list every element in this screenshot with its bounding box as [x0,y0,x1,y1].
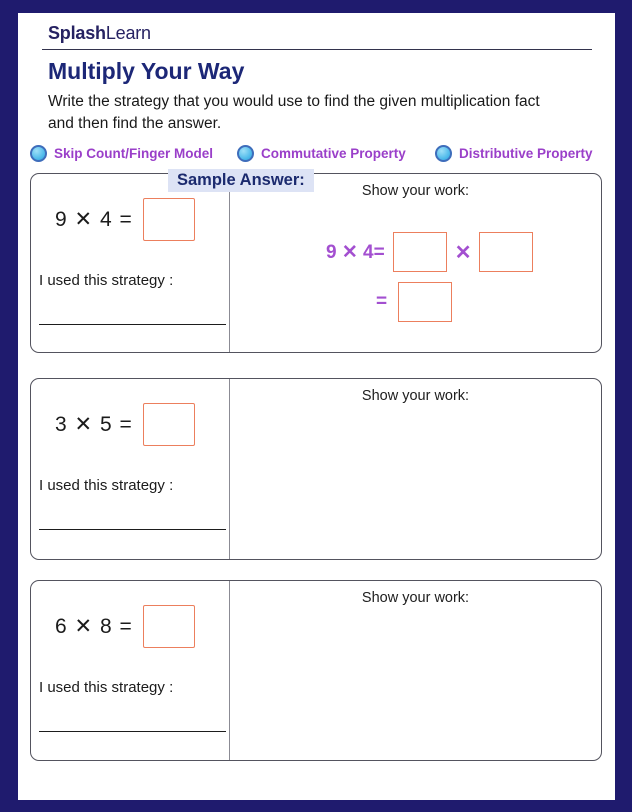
answer-input-box[interactable] [143,403,195,446]
strategy-write-line[interactable] [39,324,226,325]
sample-answer-badge: Sample Answer: [168,169,314,192]
fact-row [55,605,195,648]
fact-row [55,198,195,241]
problem-card-3x5 [30,378,602,560]
work-input-box[interactable] [393,232,447,272]
strategy-option-skip-count[interactable] [30,145,213,162]
sample-work-row-1 [326,232,533,272]
instructions-line-2: and then find the answer. [48,114,222,132]
show-work-panel [230,174,601,352]
work-expression: 9 ✕ 4= [326,241,385,263]
show-work-panel[interactable] [230,379,601,559]
strategy-label: Distributive Property [459,146,593,161]
strategy-label: Commutative Property [261,146,406,161]
page-title: Multiply Your Way [48,58,245,84]
times-symbol: ✕ [454,241,472,264]
instructions [48,91,608,134]
splashlearn-logo [48,23,151,44]
fact-row [55,403,195,446]
strategy-bullet-icon[interactable] [237,145,254,162]
problem-card-9x4 [30,173,602,353]
show-work-panel[interactable] [230,581,601,760]
equals-symbol: = [376,291,388,312]
header-divider [42,49,592,50]
strategy-label: Skip Count/Finger Model [54,146,213,161]
strategy-write-line[interactable] [39,529,226,530]
fact-text: 6 ✕ 8 = [55,615,133,638]
strategy-prompt: I used this strategy : [39,272,174,289]
logo-text-light: Learn [105,23,151,43]
work-input-box[interactable] [479,232,533,272]
problem-card-left-panel [31,174,230,352]
logo-text-bold: Splash [48,23,106,43]
instructions-line-1: Write the strategy that you would use to find the given multiplication fact [48,93,540,110]
fact-text: 3 ✕ 5 = [55,413,133,436]
strategy-write-line[interactable] [39,731,226,732]
show-work-label: Show your work: [361,388,470,404]
problem-card-6x8 [30,580,602,761]
answer-input-box[interactable] [143,198,195,241]
strategy-option-distributive[interactable] [435,145,593,162]
show-work-label: Show your work: [361,183,470,199]
strategy-legend [18,145,615,167]
problem-card-left-panel [31,581,230,760]
worksheet-page [18,13,615,800]
fact-text: 9 ✕ 4 = [55,208,133,231]
show-work-label: Show your work: [361,590,470,606]
problem-card-left-panel [31,379,230,559]
strategy-option-commutative[interactable] [237,145,406,162]
strategy-prompt: I used this strategy : [39,477,174,494]
answer-input-box[interactable] [143,605,195,648]
strategy-prompt: I used this strategy : [39,679,174,696]
strategy-bullet-icon[interactable] [435,145,452,162]
strategy-bullet-icon[interactable] [30,145,47,162]
work-input-box[interactable] [398,282,452,322]
sample-work-row-2 [376,282,452,322]
